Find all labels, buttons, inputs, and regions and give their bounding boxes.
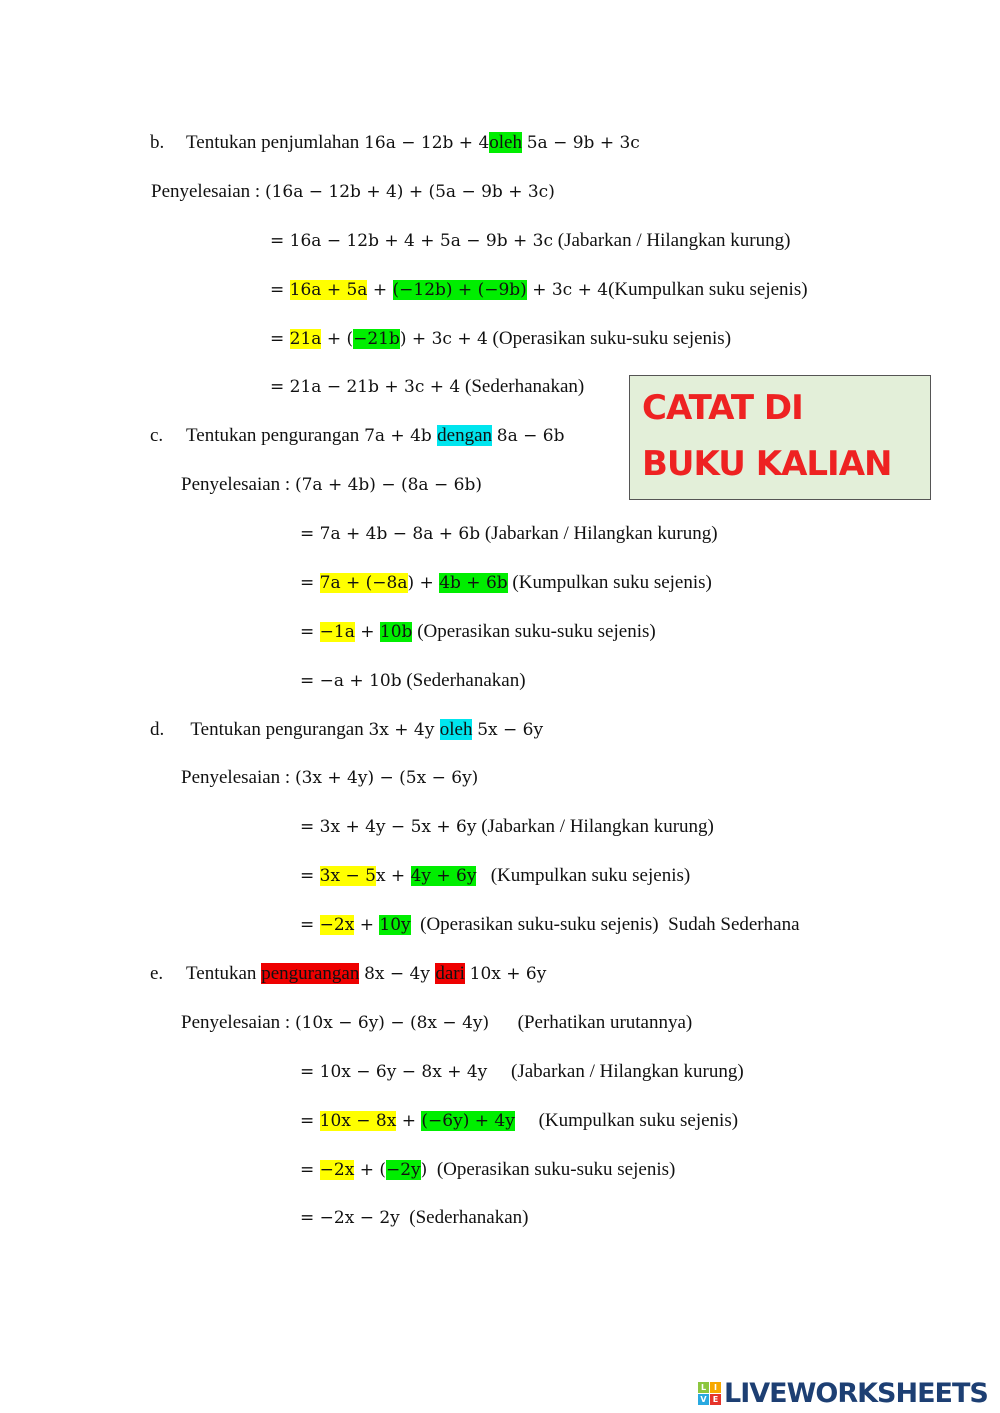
text-segment: (Kumpulkan suku sejenis) [476,865,691,886]
math-expression: + ( [321,329,354,349]
math-expression: ) [420,1160,428,1180]
math-expression: x + [375,866,411,886]
text-segment: (Operasikan suku-suku sejenis) [412,621,656,642]
math-expression: = [300,573,320,593]
math-expression: 16a + 5a [289,280,368,300]
math-expression: ) + 3c + 4 [399,329,488,349]
solution-line [181,1011,692,1035]
math-expression: −2x [319,1160,355,1180]
text-segment: Tentukan pengurangan [186,719,369,740]
text-segment: (Kumpulkan suku sejenis) [514,1110,739,1131]
text-segment: dengan [437,425,493,446]
math-expression: + [367,280,393,300]
math-expression: + [396,1111,422,1131]
math-expression: + [354,915,380,935]
math-expression: −2x [319,915,355,935]
math-expression: 4y + 6y [410,866,477,886]
logo-box: E [710,1394,721,1405]
logo-wordmark: LIVEWORKSHEETS [724,1378,988,1409]
logo-box: L [698,1382,709,1393]
math-expression: ) + [407,573,440,593]
solution-line [151,180,555,204]
math-expression: = [300,1111,320,1131]
text-segment: Penyelesaian : [151,181,265,202]
logo-live-icon [698,1382,721,1405]
math-expression: = [300,1160,320,1180]
math-expression: 10x − 8x [319,1111,397,1131]
math-expression: = [300,915,320,935]
solution-line [300,1206,529,1230]
math-expression: = [270,280,290,300]
logo-box: V [698,1394,709,1405]
math-expression: 10y [379,915,411,935]
solution-line [300,522,718,546]
text-segment: Penyelesaian : [181,1012,295,1033]
text-segment: Tentukan pengurangan [186,425,365,446]
math-expression: (3x + 4y) − (5x − 6y) [294,768,479,788]
text-segment: Penyelesaian : [181,767,295,788]
math-expression: + [354,622,380,642]
solution-line [181,766,478,790]
math-expression: = 10x − 6y − 8x + 4y [300,1062,488,1082]
text-segment: (Jabarkan / Hilangkan kurung) [553,230,791,251]
text-segment: dari [435,963,465,984]
solution-line [270,327,731,351]
math-expression: 8x − 4y [364,964,436,984]
text-segment: (Jabarkan / Hilangkan kurung) [487,1061,744,1082]
solution-line [181,473,482,497]
text-segment: (Kumpulkan suku sejenis) [507,572,712,593]
solution-line [300,1158,675,1182]
solution-line [300,815,714,839]
math-expression: = [300,866,320,886]
question-line [150,718,543,742]
text-segment: (Operasikan suku-suku sejenis) Sudah Sederhana [410,914,800,935]
solution-line [300,620,656,644]
math-expression: = 3x + 4y − 5x + 6y [300,817,477,837]
text-segment: Tentukan penjumlahan [186,132,365,153]
text-segment: (Jabarkan / Hilangkan kurung) [476,816,714,837]
math-expression: = −a + 10b [300,671,402,691]
text-segment: (Jabarkan / Hilangkan kurung) [480,523,718,544]
math-expression: 16a − 12b + 4 [364,133,490,153]
liveworksheets-logo [698,1378,988,1409]
text-segment: oleh [439,719,473,740]
text-segment: oleh [489,132,522,153]
math-expression: (10x − 6y) − (8x − 4y) [294,1013,490,1033]
math-expression: + 3c + 4 [526,280,609,300]
math-expression: 8a − 6b [496,426,565,446]
math-expression: 7a + 4b [364,426,438,446]
text-segment: (Operasikan suku-suku sejenis) [487,328,732,349]
note-line-2: BUKU KALIAN [642,444,892,484]
math-expression: + ( [354,1160,386,1180]
text-segment: pengurangan [261,963,360,984]
logo-box: I [710,1382,721,1393]
math-expression: = [300,622,320,642]
text-segment: (Perhatikan urutannya) [489,1012,693,1033]
math-expression: (−6y) + 4y [421,1111,515,1131]
text-segment: (Sederhanakan) [401,670,526,691]
math-expression: 3x + 4y [368,720,440,740]
math-expression: 21a [289,329,322,349]
math-expression: = −2x − 2y [300,1208,400,1228]
math-expression: 10b [379,622,413,642]
math-expression: 3x − 5 [319,866,376,886]
note-box [629,375,931,500]
question-line [150,424,565,448]
math-expression: = 7a + 4b − 8a + 6b [300,524,481,544]
text-segment: (Operasikan suku-suku sejenis) [427,1159,676,1180]
question-label: d. [150,719,165,740]
question-line [150,962,546,986]
math-expression: 5a − 9b + 3c [526,133,640,153]
math-expression: (7a + 4b) − (8a − 6b) [294,475,482,495]
math-expression: 5x − 6y [477,720,544,740]
question-line [150,131,640,155]
solution-line [300,669,526,693]
math-expression: (16a − 12b + 4) + (5a − 9b + 3c) [264,182,555,202]
solution-line [300,1060,744,1084]
math-expression: (−12b) + (−9b) [392,280,527,300]
math-expression: = [270,329,290,349]
text-segment: Penyelesaian : [181,474,295,495]
math-expression: −21b [353,329,400,349]
math-expression: = 16a − 12b + 4 + 5a − 9b + 3c [270,231,553,251]
text-segment: (Kumpulkan suku sejenis) [608,279,808,300]
math-expression: 10x + 6y [469,964,547,984]
solution-line [300,913,800,937]
question-label: b. [150,132,165,153]
text-segment: Tentukan [186,963,262,984]
solution-line [270,229,790,253]
solution-line [270,278,808,302]
note-line-1: CATAT DI [642,388,803,428]
question-label: e. [150,963,164,984]
solution-line [270,375,584,399]
math-expression: 4b + 6b [439,573,508,593]
text-segment: (Sederhanakan) [399,1207,529,1228]
math-expression: −2y [386,1160,421,1180]
solution-line [300,1109,738,1133]
solution-line [300,864,690,888]
solution-line [300,571,712,595]
math-expression: = 21a − 21b + 3c + 4 [270,377,461,397]
question-label: c. [150,425,164,446]
math-expression: 7a + (−8a [319,573,408,593]
math-expression: −1a [319,622,355,642]
text-segment: (Sederhanakan) [460,376,585,397]
